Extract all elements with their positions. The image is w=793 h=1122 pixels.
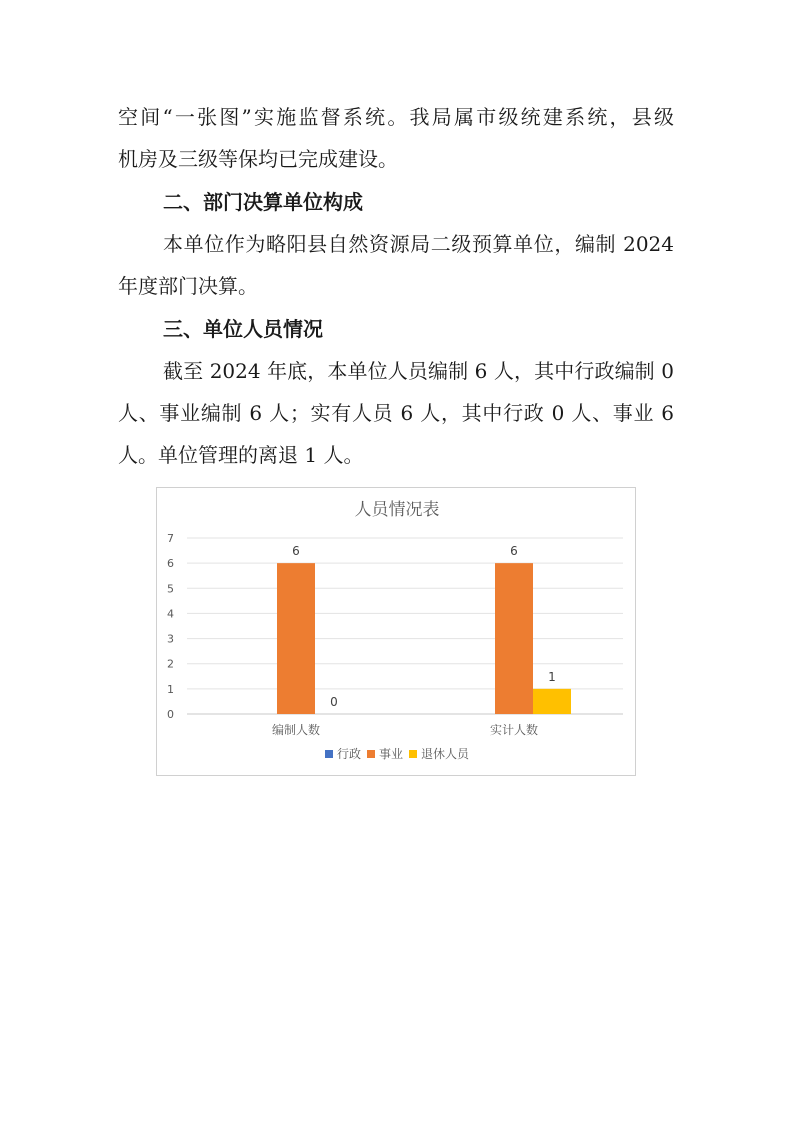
bar-chart	[157, 488, 635, 775]
y-tick-label: 3	[167, 632, 174, 646]
paragraph-line: 年度部门决算。	[118, 274, 258, 298]
y-tick-label: 5	[167, 582, 174, 596]
data-label: 6	[510, 544, 518, 559]
x-tick-label: 编制人数	[271, 723, 321, 737]
legend-label: 事业	[379, 747, 404, 761]
bar	[495, 563, 533, 714]
paragraph-line: 截至 2024 年底，本单位人员编制 6 人，其中行政编制 0	[163, 359, 674, 383]
legend-swatch	[325, 750, 333, 758]
bar	[533, 689, 571, 714]
chart-container	[156, 487, 636, 776]
paragraph-line: 机房及三级等保均已完成建设。	[118, 147, 398, 171]
chart-title: 人员情况表	[354, 500, 440, 520]
legend-swatch	[367, 750, 375, 758]
paragraph-line: 本单位作为略阳县自然资源局二级预算单位，编制 2024	[163, 232, 674, 256]
legend-label: 行政	[337, 747, 362, 761]
x-tick-label: 实计人数	[489, 723, 539, 737]
data-label: 6	[292, 544, 300, 559]
y-tick-label: 7	[167, 532, 174, 545]
data-label: 1	[548, 669, 556, 684]
y-tick-label: 2	[167, 657, 174, 671]
y-tick-label: 4	[167, 607, 174, 621]
legend-label: 退休人员	[421, 747, 470, 761]
paragraph-line: 空间“一张图”实施监督系统。我局属市级统建系统，县级	[118, 105, 674, 129]
section-heading: 三、单位人员情况	[163, 317, 323, 341]
legend-swatch	[409, 750, 417, 758]
paragraph-line: 人、事业编制 6 人；实有人员 6 人，其中行政 0 人、事业 6	[118, 401, 674, 425]
paragraph-line: 人。单位管理的离退 1 人。	[118, 443, 364, 467]
y-tick-label: 1	[167, 682, 174, 696]
section-heading: 二、部门决算单位构成	[163, 190, 363, 214]
y-tick-label: 0	[167, 708, 174, 721]
bar	[277, 563, 315, 714]
data-label: 0	[330, 695, 338, 709]
y-tick-label: 6	[167, 557, 174, 571]
